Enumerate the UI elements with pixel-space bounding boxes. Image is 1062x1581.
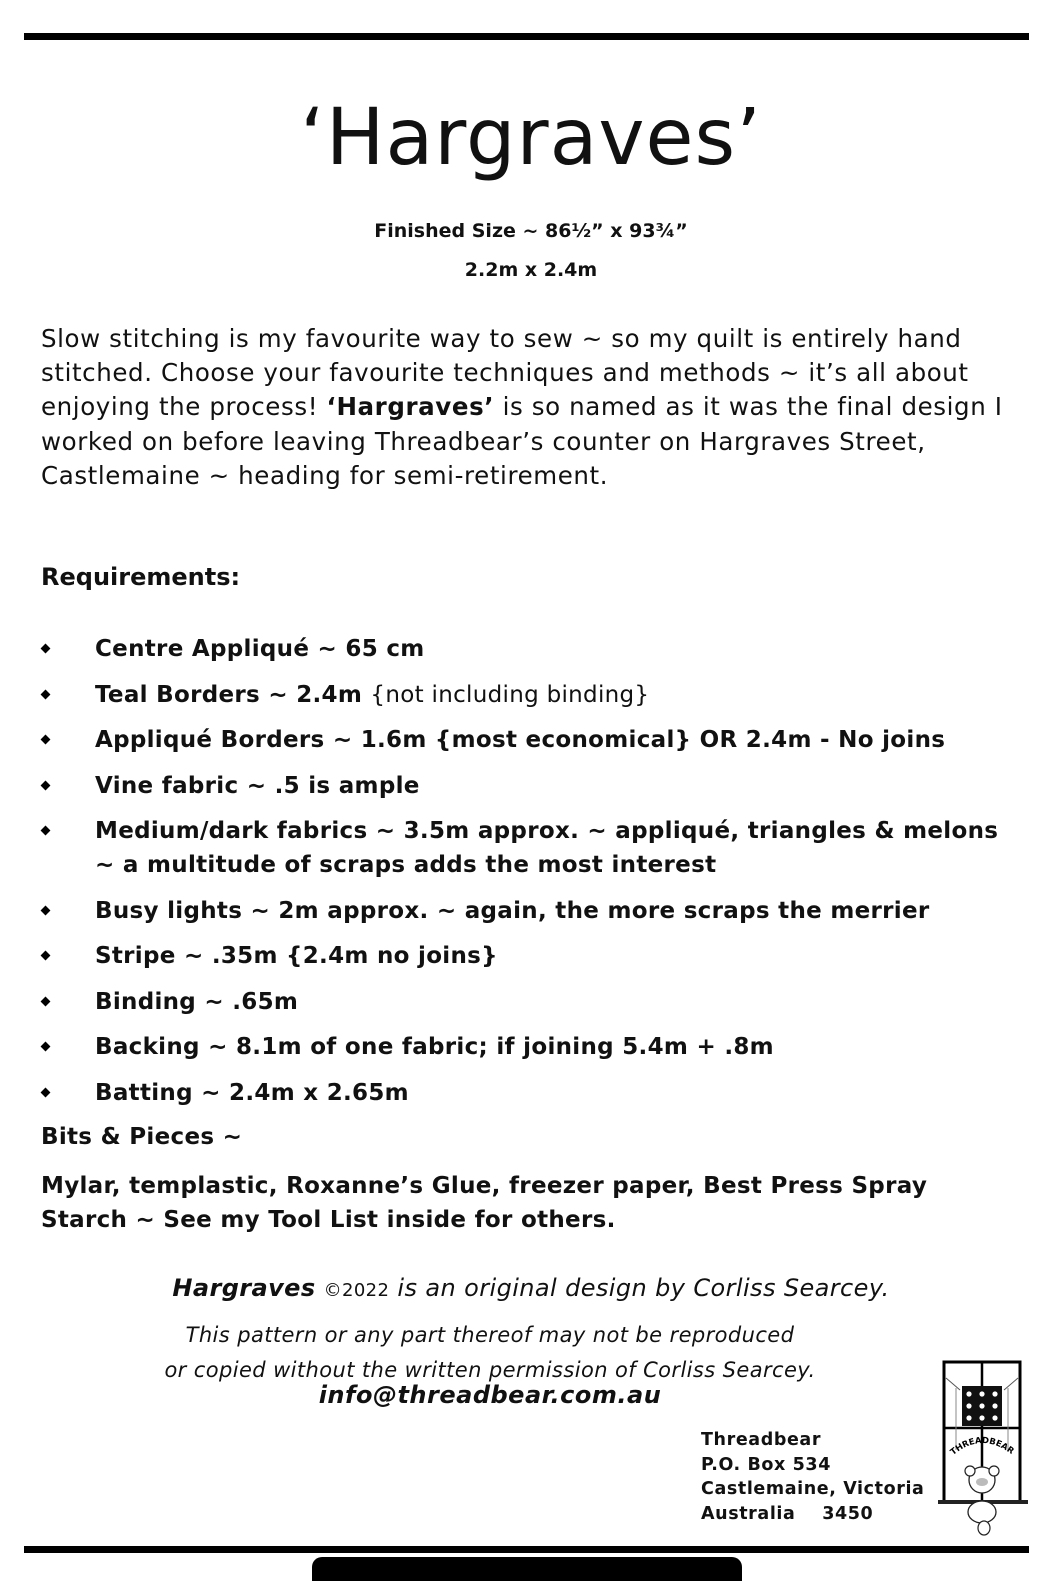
intro-paragraph (41, 322, 1021, 493)
diamond-bullet-icon (41, 689, 51, 699)
requirement-item (0, 723, 1015, 757)
requirement-text: Teal Borders ~ 2.4m (95, 681, 371, 708)
copyright-year: ©2022 (323, 1280, 390, 1301)
requirement-item (0, 894, 1015, 928)
diamond-bullet-icon (41, 644, 51, 654)
finished-size: Finished Size ~ 86½” x 93¾” (374, 220, 688, 242)
requirement-text: Centre Appliqué ~ 65 cm (95, 636, 425, 662)
copyright-notice-line-2: or copied without the written permission of Corliss Searcey. (164, 1358, 816, 1382)
intro-text-1: Slow stitching is my favourite way to sew ~ so my quilt is entirely hand stitched. Choose your favourite techniques and methods ~ it’s all about enjoying the process! (41, 324, 969, 422)
top-rule (24, 33, 1029, 40)
metric-size: 2.2m x 2.4m (464, 259, 598, 281)
contact-email-link[interactable]: info@threadbear.com.au (318, 1381, 662, 1409)
bits-and-pieces-heading: Bits & Pieces ~ (41, 1124, 243, 1150)
requirement-item (0, 814, 1015, 882)
requirement-item (0, 678, 1015, 712)
requirement-text: Vine fabric ~ .5 is ample (95, 772, 420, 799)
requirement-item (0, 985, 1015, 1019)
bottom-rule (24, 1546, 1029, 1553)
postal-address (701, 1428, 924, 1527)
requirement-text: Appliqué Borders ~ 1.6m {most economical} OR 2.4m - No joins (95, 727, 946, 753)
requirement-item (0, 1076, 1015, 1110)
pattern-title: ‘Hargraves’ (300, 93, 762, 183)
requirement-text: Batting ~ 2.4m x 2.65m (95, 1079, 409, 1106)
requirement-text: Medium/dark fabrics ~ 3.5m approx. ~ appliqué, triangles & melons ~ a multitude of scraps adds the most interest (95, 818, 999, 878)
requirements-heading: Requirements: (41, 563, 241, 591)
requirement-item (0, 769, 1015, 803)
diamond-bullet-icon (41, 951, 51, 961)
address-line: Castlemaine, Victoria (701, 1479, 925, 1500)
copyright-notice-line-1: This pattern or any part thereof may not be reproduced (185, 1323, 795, 1347)
address-line: Australia 3450 (701, 1504, 874, 1525)
diamond-bullet-icon (41, 735, 51, 745)
address-line: Threadbear (701, 1430, 822, 1450)
home-indicator-bar (312, 1557, 742, 1581)
diamond-bullet-icon (41, 826, 51, 836)
bits-and-pieces-text: Mylar, templastic, Roxanne’s Glue, freezer paper, Best Press Spray Starch ~ See my Tool List inside for others. (41, 1173, 928, 1233)
diamond-bullet-icon (41, 905, 51, 915)
requirement-text: Busy lights ~ 2m approx. ~ again, the more scraps the merrier (95, 897, 930, 924)
copyright-design-name: Hargraves (172, 1274, 316, 1302)
intro-bold-name: ‘Hargraves’ (326, 392, 495, 422)
requirement-text: Binding ~ .65m (95, 988, 299, 1015)
logo-text: THREADBEAR (948, 1435, 1016, 1458)
copyright-text: is an original design by Corliss Searcey. (389, 1274, 890, 1302)
intro-text-2: is so named as it was the final design I worked on before leaving Threadbear’s counter on Hargraves Street, Castlemaine ~ heading for semi-retirement. (41, 392, 1003, 490)
requirement-note: {not including binding} (370, 681, 650, 708)
requirement-text: Stripe ~ .35m {2.4m no joins} (95, 943, 498, 969)
address-line: P.O. Box 534 (701, 1454, 831, 1475)
requirement-item (0, 632, 1015, 666)
diamond-bullet-icon (41, 1087, 51, 1097)
diamond-bullet-icon (41, 780, 51, 790)
requirement-item (0, 1030, 1015, 1064)
requirement-item (0, 939, 1015, 973)
diamond-bullet-icon (41, 996, 51, 1006)
threadbear-logo-icon (936, 1358, 1032, 1538)
copyright-line (0, 1274, 1062, 1302)
requirements-list (0, 632, 1062, 1121)
diamond-bullet-icon (41, 1042, 51, 1052)
requirement-text: Backing ~ 8.1m of one fabric; if joining 5.4m + .8m (95, 1034, 774, 1060)
